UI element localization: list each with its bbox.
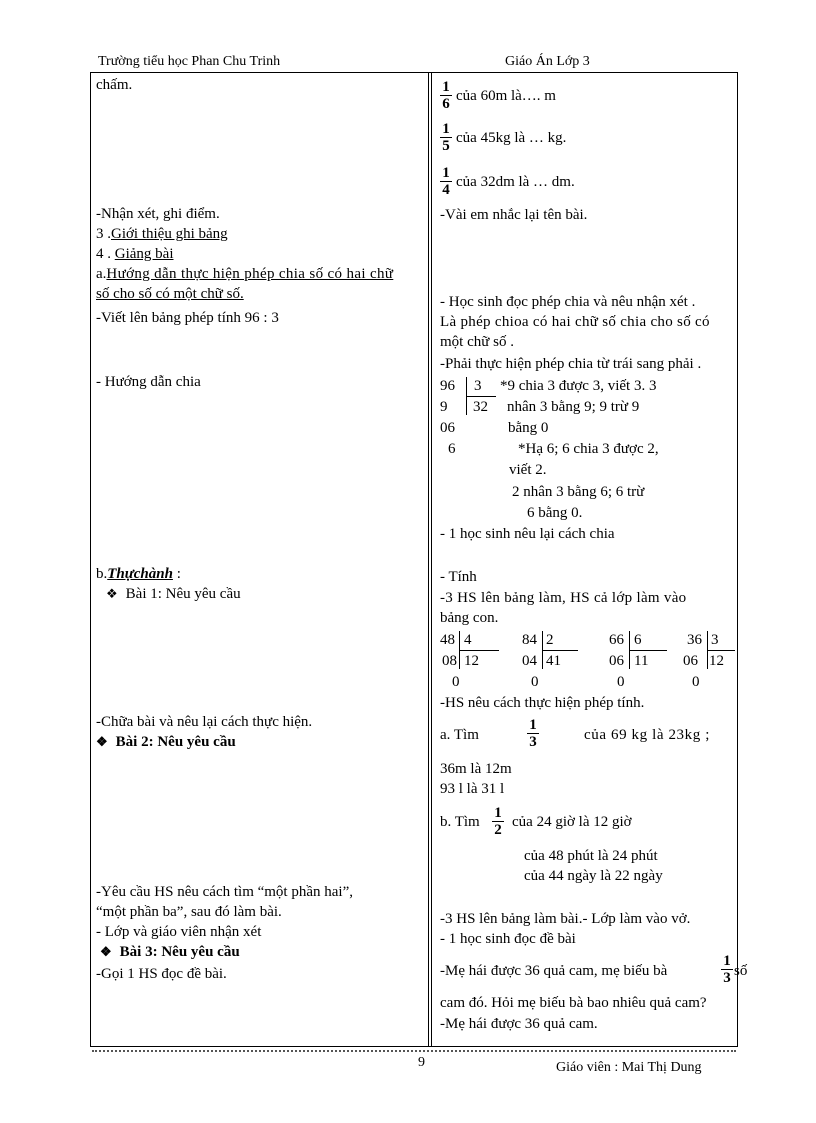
exercise-label: Bài 2: Nêu yêu cầu: [115, 734, 236, 750]
right-line: 36m là 12m: [440, 761, 512, 777]
left-line: -Gọi 1 HS đọc đề bài.: [96, 966, 227, 982]
division-note: 2 nhân 3 bằng 6; 6 trừ: [512, 484, 645, 500]
division-dividend: 84: [522, 632, 537, 648]
subsection-a: [96, 264, 418, 284]
fraction: $\frac{1}{4}$: [440, 165, 452, 198]
right-line: -HS nêu cách thực hiện phép tính.: [440, 695, 645, 711]
right-line: cam đó. Hỏi mẹ biếu bà bao nhiêu quả cam?: [440, 995, 707, 1011]
right-line: của 48 phút là 24 phút: [524, 848, 658, 864]
subsection-title: Thựchành: [107, 566, 173, 582]
diamond-bullet-icon: ❖: [106, 586, 118, 601]
right-line: bảng con.: [440, 610, 499, 626]
right-line: của 24 giờ là 12 giờ: [512, 814, 632, 830]
fraction: $\frac{1}{5}$: [440, 121, 452, 154]
left-line: - Hướng dẫn chia: [96, 374, 201, 390]
right-line: -Phải thực hiện phép chia từ trái sang phải .: [440, 356, 702, 372]
division-dividend: 96: [440, 378, 455, 394]
fraction: $\frac{1}{3}$: [527, 717, 539, 750]
exercise-label: Bài 1: Nêu yêu cầu: [125, 586, 241, 602]
right-line: - Tính: [440, 569, 477, 585]
division-divisor: 6: [634, 632, 642, 648]
fraction: $\frac{1}{3}$: [721, 953, 733, 986]
left-line: “một phần ba”, sau đó làm bài.: [96, 904, 282, 920]
section-title: Giảng bài: [114, 246, 174, 262]
header-subject: Giáo Án Lớp 3: [505, 54, 590, 69]
division-remainder: 0: [692, 674, 700, 690]
fraction: $\frac{1}{6}$: [440, 79, 452, 112]
section-3: [96, 224, 228, 244]
division-divisor: 2: [546, 632, 554, 648]
division-dividend: 48: [440, 632, 455, 648]
exercise-label: Bài 3: Nêu yêu cầu: [119, 944, 240, 960]
division-step: 04: [522, 653, 537, 669]
division-divisor: 3: [711, 632, 719, 648]
division-step: 6: [448, 441, 456, 457]
division-note: 6 bằng 0.: [527, 505, 583, 521]
right-line: a. Tìm: [440, 727, 479, 743]
right-line: một chữ số .: [440, 334, 514, 350]
right-line: của 45kg là … kg.: [456, 130, 567, 146]
right-line: -Mẹ hái được 36 quả cam, mẹ biếu bà: [440, 963, 668, 979]
division-remainder: 0: [617, 674, 625, 690]
exercise-1: [106, 584, 241, 604]
diamond-bullet-icon: ❖: [100, 944, 112, 959]
section-title: Giới thiệu ghi bảng: [111, 226, 228, 242]
division-step: 06: [683, 653, 698, 669]
section-number: 4 .: [96, 246, 111, 262]
diamond-bullet-icon: ❖: [96, 734, 108, 749]
subsection-letter: a.: [96, 266, 107, 282]
right-line: của 69 kg là 23kg ;: [584, 727, 710, 743]
section-number: 3 .: [96, 226, 111, 242]
subsection-letter: b.: [96, 566, 108, 582]
division-step: 06: [440, 420, 455, 436]
right-line: -3 HS lên bảng làm bài.- Lớp làm vào vở.: [440, 911, 691, 927]
division-step: 9: [440, 399, 448, 415]
division-dividend: 36: [687, 632, 702, 648]
division-quotient: 11: [634, 653, 649, 669]
division-remainder: 0: [452, 674, 460, 690]
right-line: -3 HS lên bảng làm, HS cả lớp làm vào: [440, 590, 687, 606]
right-line: của 44 ngày là 22 ngày: [524, 868, 663, 884]
column-divider: [428, 73, 432, 1046]
right-line: -Mẹ hái được 36 quả cam.: [440, 1016, 598, 1032]
section-4: [96, 244, 173, 264]
division-quotient: 41: [546, 653, 561, 669]
division-note: nhân 3 bằng 9; 9 trừ 9: [507, 399, 640, 415]
right-line: - Học sinh đọc phép chia và nêu nhận xét .: [440, 294, 696, 310]
right-line: 93 l là 31 l: [440, 781, 505, 797]
division-quotient: 32: [473, 399, 488, 415]
left-line: - Lớp và giáo viên nhận xét: [96, 924, 262, 940]
right-line: - 1 học sinh đọc đề bài: [440, 931, 576, 947]
left-line: chấm.: [96, 77, 133, 93]
right-line: của 60m là…. m: [456, 88, 556, 104]
division-note: *9 chia 3 được 3, viết 3. 3: [500, 378, 657, 394]
division-remainder: 0: [531, 674, 539, 690]
right-line: số: [734, 963, 748, 979]
subsection-colon: :: [172, 566, 181, 582]
right-line: b. Tìm: [440, 814, 480, 830]
footer-teacher: Giáo viên : Mai Thị Dung: [556, 1060, 702, 1075]
subsection-b: [96, 564, 181, 584]
header-school: Trường tiểu học Phan Chu Trinh: [98, 54, 281, 69]
division-step: 06: [609, 653, 624, 669]
exercise-3: [100, 942, 240, 962]
left-line: -Yêu cầu HS nêu cách tìm “một phần hai”,: [96, 884, 353, 900]
page-number: 9: [418, 1055, 425, 1070]
left-line: -Nhận xét, ghi điểm.: [96, 206, 220, 222]
division-note: *Hạ 6; 6 chia 3 được 2,: [518, 441, 659, 457]
left-line: -Chữa bài và nêu lại cách thực hiện.: [96, 714, 313, 730]
exercise-2: [96, 732, 236, 752]
division-divisor: 3: [474, 378, 482, 394]
subsection-title: Hướng dẫn thực hiện phép chia số có hai chữ: [106, 266, 394, 282]
division-dividend: 66: [609, 632, 624, 648]
fraction: $\frac{1}{2}$: [492, 805, 504, 838]
division-note: viết 2.: [509, 462, 547, 478]
division-divisor: 4: [464, 632, 472, 648]
right-line: - 1 học sinh nêu lại cách chia: [440, 526, 615, 542]
division-quotient: 12: [709, 653, 724, 669]
right-line: -Vài em nhắc lại tên bài.: [440, 207, 588, 223]
division-quotient: 12: [464, 653, 479, 669]
division-step: 08: [442, 653, 457, 669]
footer-rule: [92, 1050, 736, 1052]
division-note: bằng 0: [508, 420, 549, 436]
right-line: của 32dm là … dm.: [456, 174, 575, 190]
subsection-title-cont: số cho số có một chữ số.: [96, 286, 244, 302]
left-line: -Viết lên bảng phép tính 96 : 3: [96, 310, 279, 326]
right-line: Là phép chioa có hai chữ số chia cho số có: [440, 314, 710, 330]
